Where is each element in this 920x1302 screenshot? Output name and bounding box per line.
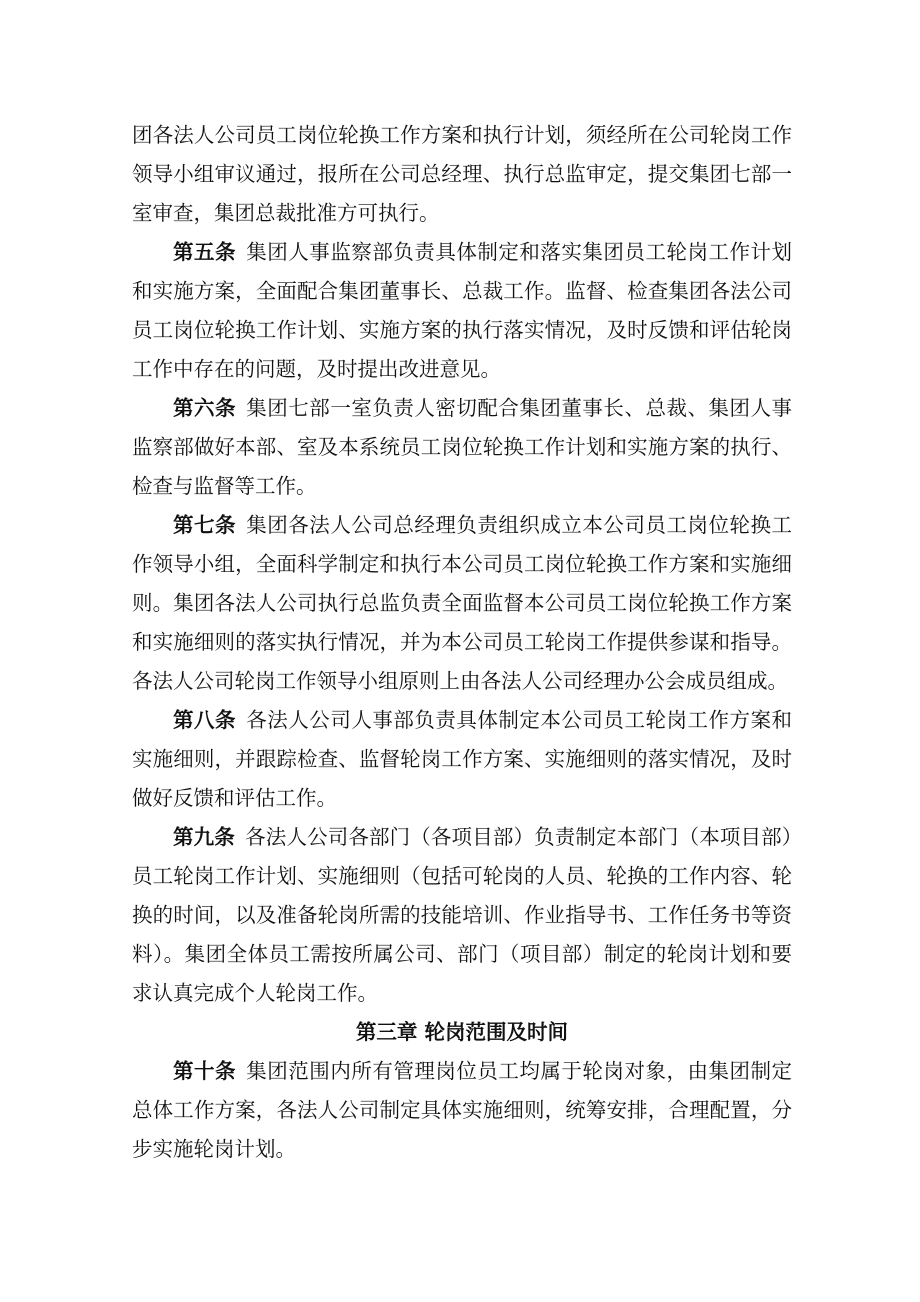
chapter-heading: 第三章 轮岗范围及时间 xyxy=(355,1020,569,1044)
article-text: 集团七部一室负责人密切配合集团董事长、总裁、集团人事监察部做好本部、室及本系统员工岗位轮换工作计划和实施方案的执行、检查与监督等工作。 xyxy=(132,396,793,498)
article-number: 第八条 xyxy=(173,708,237,732)
article-number: 第九条 xyxy=(173,825,235,849)
article-text: 集团各法人公司总经理负责组织成立本公司员工岗位轮换工作领导小组，全面科学制定和执行本公司员工岗位轮换工作方案和实施细则。集团各法人公司执行总监负责全面监督本公司员工岗位轮换工作方案和实施细则的落实执行情况，并为本公司员工轮岗工作提供参谋和指导。各法人公司轮岗工作领导小组原则上由各法人公司经理办公会成员组成。 xyxy=(132,513,793,693)
article-number: 第五条 xyxy=(173,240,237,264)
article-10 xyxy=(132,1052,792,1169)
article-7 xyxy=(132,506,792,701)
article-number: 第六条 xyxy=(173,396,237,420)
article-text: 各法人公司各部门（各项目部）负责制定本部门（本项目部）员工轮岗工作计划、实施细则（包括可轮岗的人员、轮换的工作内容、轮换的时间，以及准备轮岗所需的技能培训、作业指导书、工作任务书等资料）。集团全体员工需按所属公司、部门（项目部）制定的轮岗计划和要求认真完成个人轮岗工作。 xyxy=(132,825,793,1005)
article-text: 各法人公司人事部负责具体制定本公司员工轮岗工作方案和实施细则，并跟踪检查、监督轮岗工作方案、实施细则的落实情况，及时做好反馈和评估工作。 xyxy=(132,708,793,810)
article-number: 第七条 xyxy=(173,513,237,537)
article-8 xyxy=(132,701,792,818)
document-body xyxy=(132,116,792,1169)
article-6 xyxy=(132,389,792,506)
article-number: 第十条 xyxy=(173,1059,237,1083)
continuation-paragraph: 团各法人公司员工岗位轮换工作方案和执行计划，须经所在公司轮岗工作领导小组审议通过，报所在公司总经理、执行总监审定，提交集团七部一室审查，集团总裁批准方可执行。 xyxy=(132,123,792,225)
article-text: 集团人事监察部负责具体制定和落实集团员工轮岗工作计划和实施方案，全面配合集团董事长、总裁工作。监督、检查集团各法公司员工岗位轮换工作计划、实施方案的执行落实情况，及时反馈和评估轮岗工作中存在的问题，及时提出改进意见。 xyxy=(132,240,793,381)
article-9 xyxy=(132,818,792,1013)
article-5 xyxy=(132,233,792,389)
article-text: 集团范围内所有管理岗位员工均属于轮岗对象，由集团制定总体工作方案，各法人公司制定具体实施细则，统筹安排，合理配置，分步实施轮岗计划。 xyxy=(132,1059,793,1161)
